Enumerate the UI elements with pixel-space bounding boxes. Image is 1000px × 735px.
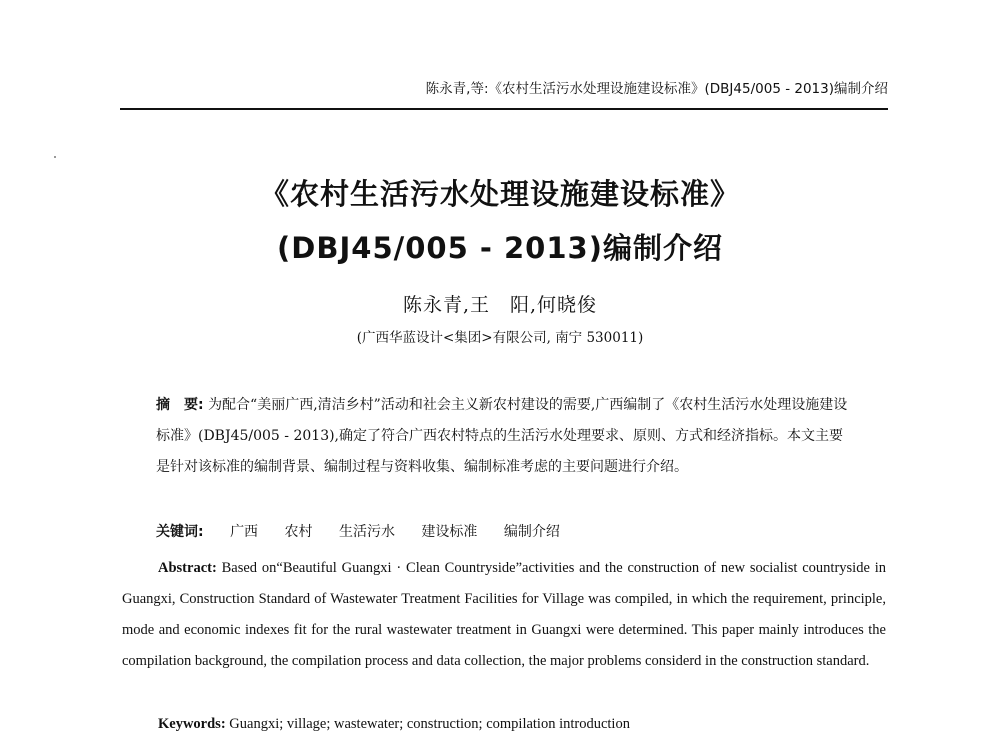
title-line-2: (DBJ45/005 - 2013)编制介绍	[277, 231, 723, 265]
abstract-cn-text: 为配合“美丽广西,清洁乡村”活动和社会主义新农村建设的需要,广西编制了《农村生活污水处理设施建设标准》(DBJ45/005 - 2013),确定了符合广西农村特点的生活污水处理要求、原则、方式和经济指标。本文主要是针对该标准的编制背景、编制过程与资料收集、编制标准考虑的主要问题进行介绍。	[156, 397, 848, 475]
keywords-cn-label: 关键词:	[156, 524, 204, 540]
keyword-cn: 编制介绍	[503, 524, 560, 540]
keyword-cn: 广西	[230, 524, 259, 540]
abstract-cn	[156, 390, 856, 483]
abstract-en-label: Abstract:	[158, 560, 217, 576]
abstract-en	[122, 553, 886, 677]
title-line-1: 《农村生活污水处理设施建设标准》	[259, 177, 740, 211]
keyword-cn: 生活污水	[338, 524, 395, 540]
abstract-en-text: Based on“Beautiful Guangxi · Clean Countryside”activities and the construction of new socialist countryside in Guangxi, Construction Standard of Wastewater Treatment Facilities for Village was compiled, in which the requirement, principle, mode and economic indexes fit for the rural wastewater treatment in Guangxi were determined. This paper mainly introduces the compilation background, the compilation process and data collection, the major problems considerd in the construction standard.	[122, 560, 886, 669]
keyword-cn: 农村	[284, 524, 313, 540]
keywords-en-text: Guangxi; village; wastewater; construction; compilation introduction	[229, 716, 630, 732]
keywords-en-label: Keywords:	[158, 716, 226, 732]
keyword-cn: 建设标准	[421, 524, 478, 540]
header-rule	[120, 108, 888, 110]
abstract-cn-label: 摘 要:	[156, 397, 204, 413]
scan-speck	[54, 156, 56, 158]
keywords-cn	[156, 521, 856, 543]
affiliation: (广西华蓝设计<集团>有限公司, 南宁 530011)	[356, 330, 644, 346]
authors: 陈永青,王 阳,何晓俊	[402, 294, 598, 316]
running-head: 陈永青,等:《农村生活污水处理设施建设标准》(DBJ45/005 - 2013)编制介绍	[425, 81, 888, 97]
keywords-en	[158, 713, 888, 735]
